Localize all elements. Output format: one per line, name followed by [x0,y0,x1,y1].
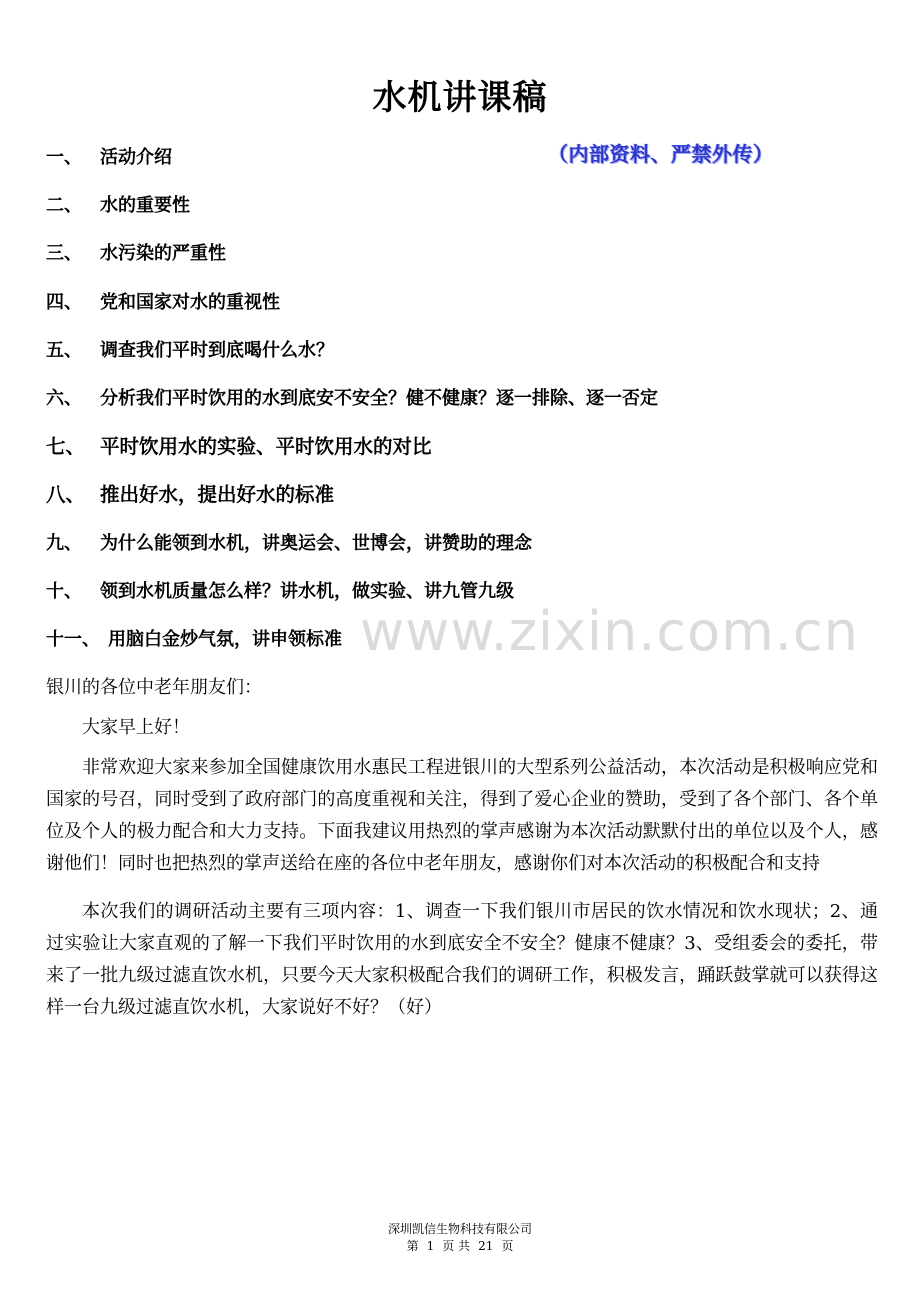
outline-item [46,144,886,192]
outline-text: 分析我们平时饮用的水到底安不安全？健不健康？逐一排除、逐一否定 [100,387,658,409]
outline-number: 四、 [46,291,82,313]
outline-text: 水污染的严重性 [100,243,226,265]
outline-item [46,337,886,385]
outline-item [46,240,886,288]
outline-number: 六、 [46,387,82,409]
page-footer [0,1221,920,1255]
paragraph-spacer [46,880,878,896]
body-paragraph: 本次我们的调研活动主要有三项内容：1、调查一下我们银川市居民的饮水情况和饮水现状；2、通过实验让大家直观的了解一下我们平时饮用的水到底安全不安全？健康不健康？3、受组委会的委托，带来了一批九级过滤直饮水机，只要今天大家积极配合我们的调研工作，积极发言，踊跃鼓掌就可以获得这样一台九级过滤直饮水机，大家说好不好？（好） [46,901,878,1018]
body-paragraph: 非常欢迎大家来参加全国健康饮用水惠民工程进银川的大型系列公益活动，本次活动是积极响应党和国家的号召，同时受到了政府部门的高度重视和关注，得到了爱心企业的赞助，受到了各个部门、各个单位及个人的极力配合和大力支持。下面我建议用热烈的掌声感谢为本次活动默默付出的单位以及个人，感谢他们！同时也把热烈的掌声送给在座的各位中老年朋友，感谢你们对本次活动的积极配合和支持 [46,757,878,874]
outline-number: 三、 [46,243,82,265]
outline-text: 调查我们平时到底喝什么水？ [100,339,334,361]
outline-number: 十一、 [46,628,100,650]
outline-number: 二、 [46,195,82,217]
outline-item [46,289,886,337]
outline-number: 八、 [46,483,86,507]
outline-text: 领到水机质量怎么样？讲水机，做实验、讲九管九级 [100,580,514,602]
document-body [46,672,878,1024]
confidential-notice: （内部资料、严禁外传） [548,142,774,166]
outline-text: 为什么能领到水机，讲奥运会、世博会，讲赞助的理念 [100,532,532,554]
outline-item [46,385,886,433]
outline-text: 用脑白金炒气氛，讲申领标准 [108,628,342,650]
outline-number: 七、 [46,435,86,459]
outline-text: 推出好水，提出好水的标准 [100,483,335,507]
outline-item [46,530,886,578]
outline-text: 水的重要性 [100,195,190,217]
outline-text: 党和国家对水的重视性 [100,291,280,313]
outline-item [46,481,886,529]
outline-number: 九、 [46,532,82,554]
greeting-line: 银川的各位中老年朋友们： [46,677,262,698]
outline-text: 活动介绍 [100,147,172,168]
outline-item [46,433,886,481]
page-total: 21 [478,1239,494,1253]
document-title: 水机讲课稿 [372,78,548,118]
page-mid: 页 共 [442,1239,471,1253]
footer-company: 深圳凯信生物科技有限公司 [387,1222,532,1236]
outline-number: 十、 [46,580,82,602]
outline-list [46,144,886,674]
page-prefix: 第 [406,1239,419,1253]
hello-line: 大家早上好！ [82,717,190,738]
outline-number: 一、 [46,147,82,168]
page-number [0,1238,920,1255]
outline-text: 平时饮用水的实验、平时饮用水的对比 [100,435,432,459]
outline-number: 五、 [46,339,82,361]
page-current: 1 [426,1239,435,1253]
outline-item [46,192,886,240]
watermark: www.zixin.com.cn [360,600,859,663]
page-suffix: 页 [501,1239,514,1253]
